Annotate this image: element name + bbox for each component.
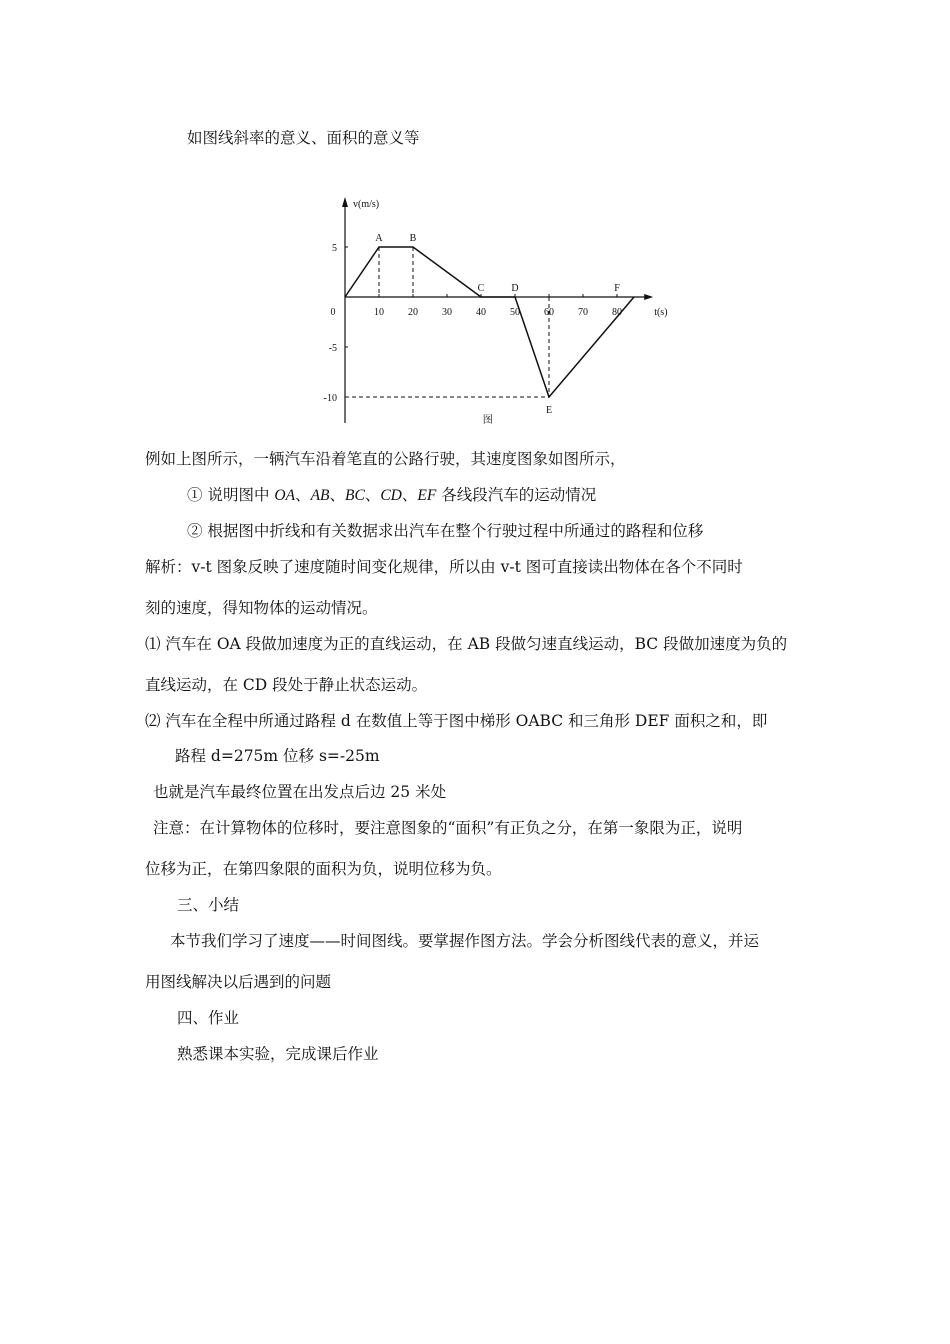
analysis-line-1: 解析：v-t 图象反映了速度随时间变化规律，所以由 v-t 图可直接读出物体在各个不同时 xyxy=(145,558,743,576)
x-axis-arrow xyxy=(644,294,653,300)
point-label-e: E xyxy=(545,405,553,416)
part1-line-1: ⑴ 汽车在 OA 段做加速度为正的直线运动，在 AB 段做匀速直线运动，BC 段做加速度为负的 xyxy=(145,635,788,653)
section-4-title: 四、作业 xyxy=(177,1009,240,1027)
point-label-b: B xyxy=(409,233,417,244)
point-label-d: D xyxy=(511,283,519,294)
x-axis-label: t(s) xyxy=(654,307,668,318)
analysis-line-2: 刻的速度，得知物体的运动情况。 xyxy=(145,599,378,617)
figure-caption: 图 xyxy=(482,415,493,426)
x-tick-label: 20 xyxy=(408,307,418,318)
segment-oa: OA xyxy=(274,487,296,504)
x-tick-label: 60 xyxy=(544,307,554,318)
x-tick-label: 10 xyxy=(374,307,384,318)
velocity-time-graph xyxy=(320,190,680,435)
q1-sep-4: 、 xyxy=(401,486,418,504)
q1-sep-1: 、 xyxy=(295,486,311,504)
q1-prefix: 说明图中 xyxy=(202,486,275,504)
q1-sep-3: 、 xyxy=(364,486,381,504)
x-tick-label: 40 xyxy=(476,307,486,318)
point-label-c: C xyxy=(477,283,485,294)
y-tick-label: -10 xyxy=(323,393,337,404)
velocity-line xyxy=(345,247,634,397)
q1-number: ① xyxy=(187,486,203,504)
y-axis-arrow xyxy=(342,197,348,207)
section-3-line-1: 本节我们学习了速度——时间图线。要掌握作图方法。学会分析图线代表的意义，并运 xyxy=(170,932,760,950)
y-axis-label: v(m/s) xyxy=(353,199,380,210)
point-label-f: F xyxy=(614,283,620,294)
section-4-line-1: 熟悉课本实验，完成课后作业 xyxy=(177,1045,379,1063)
part2-line-1: ⑵ 汽车在全程中所通过路程 d 在数值上等于图中梯形 OABC 和三角形 DEF 面积之和，即 xyxy=(145,712,768,730)
point-label-a: A xyxy=(375,233,383,244)
part2-line-2: 路程 d=275m 位移 s=-25m xyxy=(175,747,380,765)
segment-bc: BC xyxy=(345,487,365,504)
q1-suffix: 各线段汽车的运动情况 xyxy=(436,486,597,504)
origin-label: 0 xyxy=(330,307,336,318)
segment-ab: AB xyxy=(310,487,330,504)
part1-line-2: 直线运动，在 CD 段处于静止状态运动。 xyxy=(145,676,428,694)
x-tick-label: 70 xyxy=(578,307,588,318)
q1-sep-2: 、 xyxy=(329,486,346,504)
question-1 xyxy=(187,485,596,506)
intro-text: 如图线斜率的意义、面积的意义等 xyxy=(187,129,420,147)
x-tick-label: 30 xyxy=(442,307,452,318)
part2-line-3: 也就是汽车最终位置在出发点后边 25 米处 xyxy=(153,783,447,801)
section-3-line-2: 用图线解决以后遇到的问题 xyxy=(145,973,332,991)
question-2: ② 根据图中折线和有关数据求出汽车在整个行驶过程中所通过的路程和位移 xyxy=(187,522,704,540)
x-tick-label: 80 xyxy=(612,307,622,318)
section-3-title: 三、小结 xyxy=(177,896,240,914)
segment-ef: EF xyxy=(417,487,437,504)
segment-cd: CD xyxy=(380,487,402,504)
y-tick-label: -5 xyxy=(328,343,337,354)
y-tick-label: 5 xyxy=(332,243,337,254)
x-tick-label: 50 xyxy=(510,307,520,318)
note-line-2: 位移为正，在第四象限的面积为负，说明位移为负。 xyxy=(145,860,502,878)
example-text: 例如上图所示，一辆汽车沿着笔直的公路行驶，其速度图象如图所示， xyxy=(145,450,626,468)
note-line-1: 注意：在计算物体的位移时，要注意图象的“面积”有正负之分，在第一象限为正，说明 xyxy=(153,819,743,837)
